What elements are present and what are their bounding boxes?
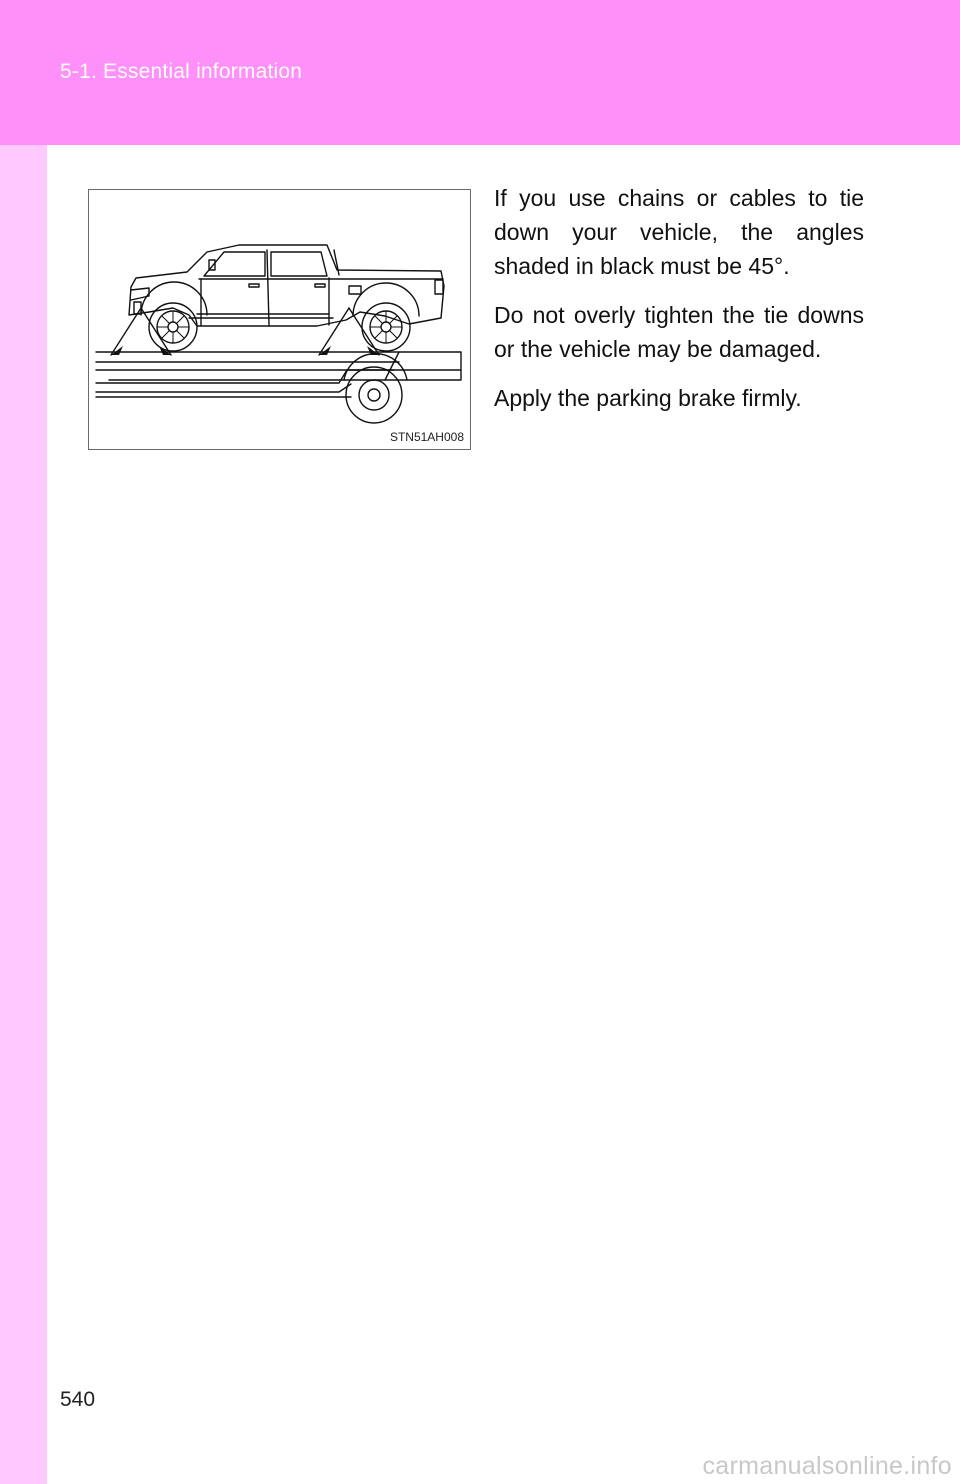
paragraph-chain-angle: If you use chains or cables to tie down your vehicle, the angles shaded in black must be 45°. — [494, 185, 864, 279]
illustration-figure — [88, 189, 471, 450]
instruction-text — [494, 181, 864, 430]
truck-on-trailer-illustration — [89, 190, 470, 449]
paragraph-parking-brake: Apply the parking brake firmly. — [494, 385, 802, 411]
section-title: 5-1. Essential information — [60, 60, 303, 83]
page-number: 540 — [60, 1388, 96, 1411]
side-tab — [0, 145, 47, 1484]
watermark: carmanualsonline.info — [702, 1452, 952, 1480]
paragraph-tighten-warning: Do not overly tighten the tie downs or the vehicle may be damaged. — [494, 302, 864, 362]
figure-code: STN51AH008 — [389, 430, 464, 444]
